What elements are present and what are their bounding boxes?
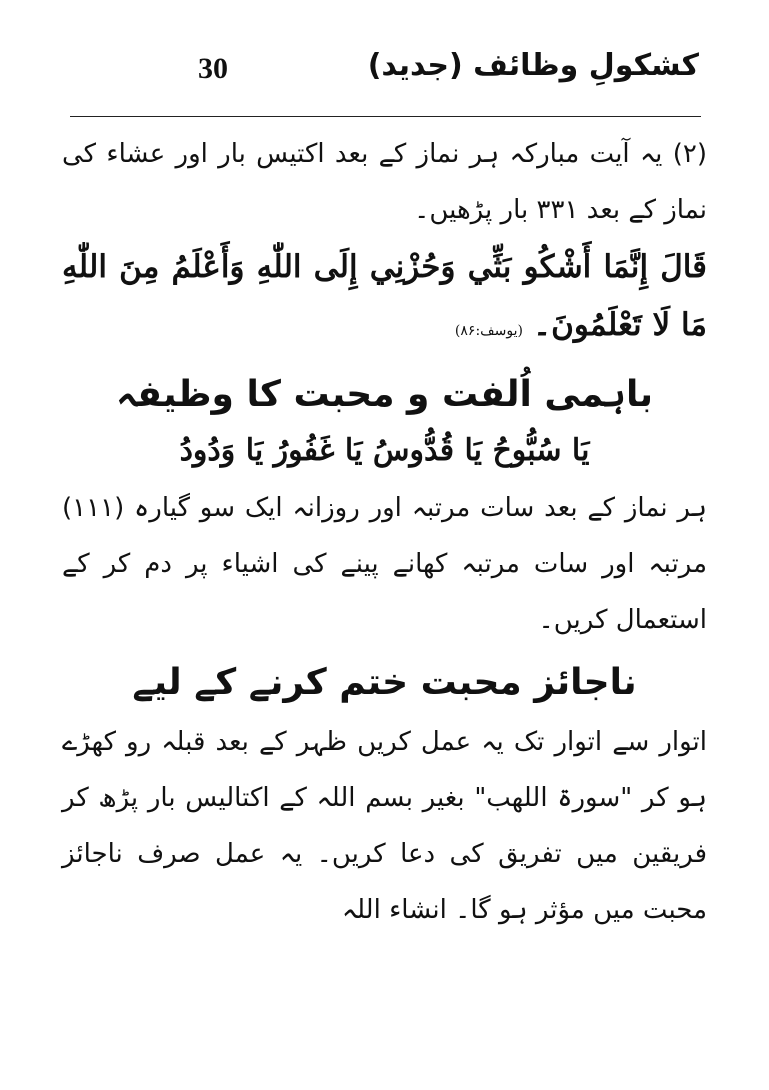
verse-reference: (یوسف:۸۶)	[454, 323, 523, 339]
quran-verse-text: قَالَ إِنَّمَا أَشْكُو بَثِّي وَحُزْنِي إِلَى اللّٰهِ وَأَعْلَمُ مِنَ اللّٰهِ مَا لَا تَعْلَمُونَ۔	[62, 249, 707, 343]
header-divider	[70, 116, 701, 117]
section-heading-illicit-love: ناجائز محبت ختم کرنے کے لیے	[132, 662, 637, 703]
page-body	[62, 126, 707, 938]
page-header	[70, 48, 699, 98]
section-heading-love: باہمی اُلفت و محبت کا وظیفہ	[115, 374, 654, 415]
book-title: کشکولِ وظائف (جدید)	[367, 48, 699, 83]
page-number: 30	[198, 52, 228, 85]
love-instruction-paragraph: ہر نماز کے بعد سات مرتبہ اور روزانہ ایک سو گیارہ (۱۱۱) مرتبہ اور سات مرتبہ کھانے پینے کی اشیاء پر دم کر کے استعمال کریں۔	[62, 493, 707, 635]
divine-names-invocation: یَا سُبُّوحُ یَا قُدُّوسُ یَا غَفُورُ یَا وَدُودُ	[179, 433, 590, 468]
quran-verse	[62, 238, 707, 360]
verse-instruction-paragraph: (۲) یہ آیت مبارکہ ہر نماز کے بعد اکتیس بار اور عشاء کی نماز کے بعد ۳۳۱ بار پڑھیں۔	[62, 139, 707, 225]
illicit-love-instruction-paragraph: اتوار سے اتوار تک یہ عمل کریں ظہر کے بعد قبلہ رو کھڑے ہو کر "سورۃ اللھب" بغیر بسم اللہ کے اکتالیس بار پڑھ کر فریقین میں تفریق کی دعا کریں۔ یہ عمل صرف ناجائز محبت میں مؤثر ہو گا۔ انشاء اللہ	[62, 727, 707, 925]
